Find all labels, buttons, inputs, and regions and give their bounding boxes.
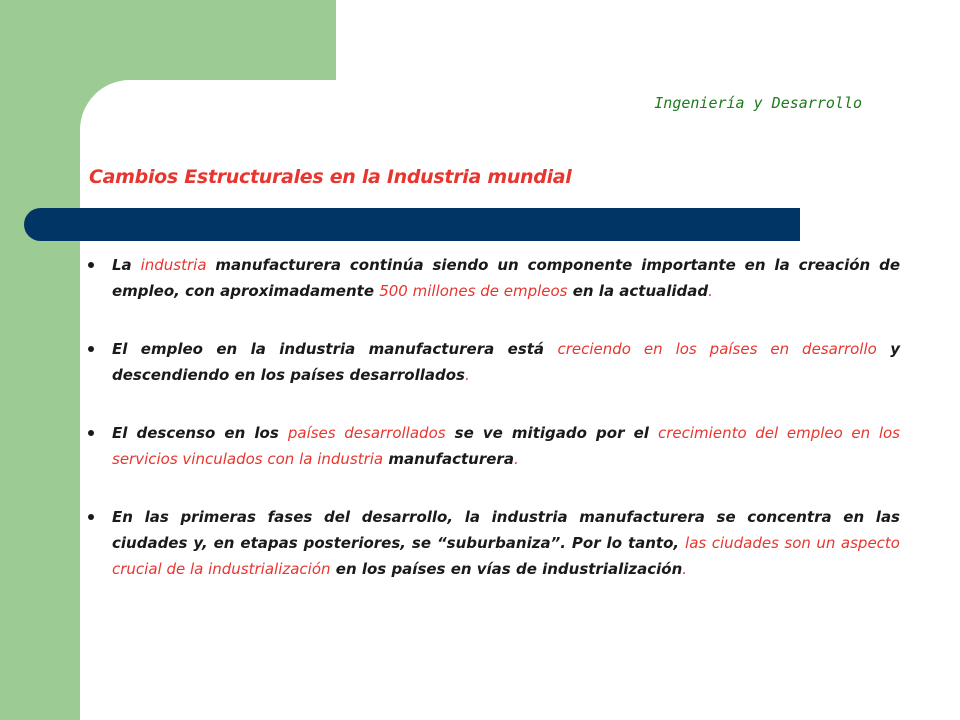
bullet-text: El empleo en la industria manufacturera está bbox=[112, 340, 558, 358]
highlighted-text: . bbox=[708, 282, 713, 300]
bullet-text: El descenso en los bbox=[112, 424, 288, 442]
bullet-text: manufacturera continúa siendo un componente importante en la creación de empleo, con aproximadamente bbox=[112, 256, 901, 300]
highlighted-text: países desarrollados bbox=[287, 424, 446, 442]
bullet-text: se ve mitigado por el bbox=[445, 424, 658, 442]
bullet-item bbox=[88, 504, 900, 582]
bullet-text: en la actualidad bbox=[567, 282, 709, 300]
highlighted-text: creciendo en los países en desarrollo bbox=[557, 340, 877, 358]
bullet-text: y descendiendo en los países desarrollados bbox=[112, 340, 901, 384]
highlighted-text: . bbox=[513, 450, 519, 468]
bullet-item bbox=[88, 420, 900, 472]
slide-subtitle: Ingeniería y Desarrollo bbox=[654, 94, 862, 112]
bullet-dot-icon bbox=[88, 262, 94, 268]
bullet-text: La bbox=[112, 256, 141, 274]
highlighted-text: las ciudades son un aspecto crucial de la industrialización bbox=[112, 534, 900, 578]
title-bar bbox=[66, 208, 800, 241]
bullet-dot-icon bbox=[88, 346, 94, 352]
bullet-dot-icon bbox=[88, 430, 94, 436]
highlighted-text: 500 millones de empleos bbox=[379, 282, 568, 300]
bullet-item bbox=[88, 336, 900, 388]
bullet-dot-icon bbox=[88, 514, 94, 520]
bullet-item bbox=[88, 252, 900, 304]
highlighted-text: crecimiento del empleo en los servicios vinculados con la industria bbox=[112, 424, 900, 468]
bullet-text: En las primeras fases del desarrollo, la industria manufacturera se concentra en las ciudades y, en etapas posteriores, se “suburbaniza”. Por lo tanto, bbox=[112, 508, 900, 552]
highlighted-text: . bbox=[682, 560, 688, 578]
highlighted-text: . bbox=[464, 366, 470, 384]
bullet-list bbox=[88, 252, 900, 614]
bullet-text: en los países en vías de industrialización bbox=[330, 560, 683, 578]
slide-title: Cambios Estructurales en la Industria mundial bbox=[89, 166, 572, 188]
bullet-text: manufacturera bbox=[383, 450, 514, 468]
highlighted-text: industria bbox=[140, 256, 207, 274]
